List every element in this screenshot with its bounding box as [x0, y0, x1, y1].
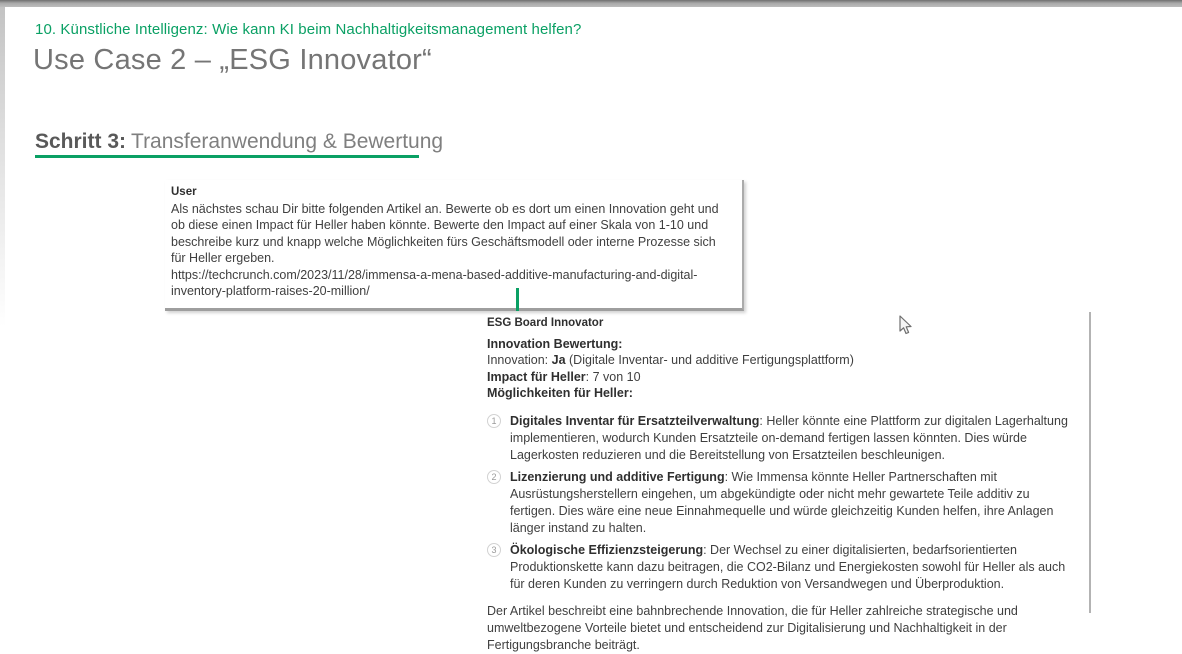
assistant-sender: ESG Board Innovator — [487, 317, 604, 329]
step-underline — [35, 155, 419, 158]
list-item-text — [510, 542, 1077, 593]
innovation-label: Innovation: — [487, 353, 552, 368]
possibilities-list — [487, 413, 1077, 593]
mouse-cursor-icon — [899, 315, 914, 336]
slide-kicker: 10. Künstliche Intelligenz: Wie kann KI beim Nachhaltigkeitsmanagement helfen? — [35, 21, 582, 38]
list-number-badge: 2 — [487, 470, 501, 484]
list-item-text — [510, 413, 1077, 464]
window-left-edge — [0, 7, 5, 327]
list-item-text — [510, 469, 1077, 537]
innovation-line — [487, 352, 1077, 368]
possibilities-heading: Möglichkeiten für Heller: — [487, 386, 633, 401]
assistant-heading: Innovation Bewertung: — [487, 337, 623, 351]
step-heading — [35, 130, 443, 154]
user-message-text: Als nächstes schau Dir bitte folgenden Artikel an. Bewerte ob es dort um einen Innovation geht und ob diese einen Impact für Heller haben könnte. Bewerte den Impact auf einer Skala von 1-10 und beschreibe kurz und knapp welche Möglichkeiten fürs Geschäftsmodell oder interne Prozesse sich für Heller ergeben. — [171, 202, 719, 266]
innovation-value: Ja — [551, 353, 566, 368]
list-item-body: : Wie Immensa könnte Heller Partnerschaften mit Ausrüstungsherstellern eingehen, um abgekündigte oder nicht mehr gewartete Teile additiv zu fertigen. Dies wäre eine neue Einnahmequelle und würde gleichzeitig Kunden helfen, ihre Anlagen länger instand zu halten. — [510, 469, 1054, 535]
list-number-badge: 3 — [487, 543, 501, 557]
impact-value: : 7 von 10 — [585, 369, 641, 384]
page-edge-divider — [1089, 312, 1091, 613]
impact-label: Impact für Heller — [487, 369, 586, 384]
impact-line — [487, 369, 1077, 385]
assistant-closing-paragraph: Der Artikel beschreibt eine bahnbrechende Innovation, die für Heller zahlreiche strategische und umweltbezogene Vorteile bietet und entscheidend zur Digitalisierung und Nachhaltigkeit in der Fertigungsbranche beiträgt. — [487, 603, 1018, 652]
step-title: Transferanwendung & Bewertung — [131, 130, 444, 153]
list-item-body: : Heller könnte eine Plattform zur digitalen Lagerhaltung implementieren, wodurch Kunden Ersatzteile on-demand fertigen lassen könnten. Dies würde Lagerkosten reduzieren und die Bereitstellung von Ersatzteilen beschleunigen. — [510, 413, 1068, 462]
list-item — [487, 413, 1077, 464]
user-message-sender: User — [171, 186, 197, 198]
list-item — [487, 469, 1077, 537]
list-item-title: Digitales Inventar für Ersatzteilverwaltung — [510, 413, 760, 428]
list-item-body: : Der Wechsel zu einer digitalisierten, bedarfsorientierten Produktionskette kann dazu beitragen, die CO2-Bilanz und Energiekosten sowohl für Heller als auch für deren Kunden zu verringern durch Reduktion von Versandwegen und Überproduktion. — [510, 542, 1066, 591]
chat-connector-line — [516, 288, 519, 311]
list-item — [487, 542, 1077, 593]
window-top-edge — [0, 0, 1182, 7]
user-message-url: https://techcrunch.com/2023/11/28/immensa-a-mena-based-additive-manufacturing-and-digital-inventory-platform-raises-20-million/ — [171, 267, 698, 299]
list-number-badge: 1 — [487, 414, 501, 428]
assistant-message-block — [487, 317, 1077, 654]
user-message-body — [171, 201, 733, 299]
step-label: Schritt 3: — [35, 130, 127, 153]
list-item-title: Ökologische Effizienzsteigerung — [510, 542, 704, 557]
slide-title: Use Case 2 – „ESG Innovator“ — [33, 44, 432, 76]
list-item-title: Lizenzierung und additive Fertigung — [510, 469, 725, 484]
user-message-card — [165, 180, 744, 311]
innovation-detail: (Digitale Inventar- und additive Fertigungsplattform) — [565, 353, 854, 368]
